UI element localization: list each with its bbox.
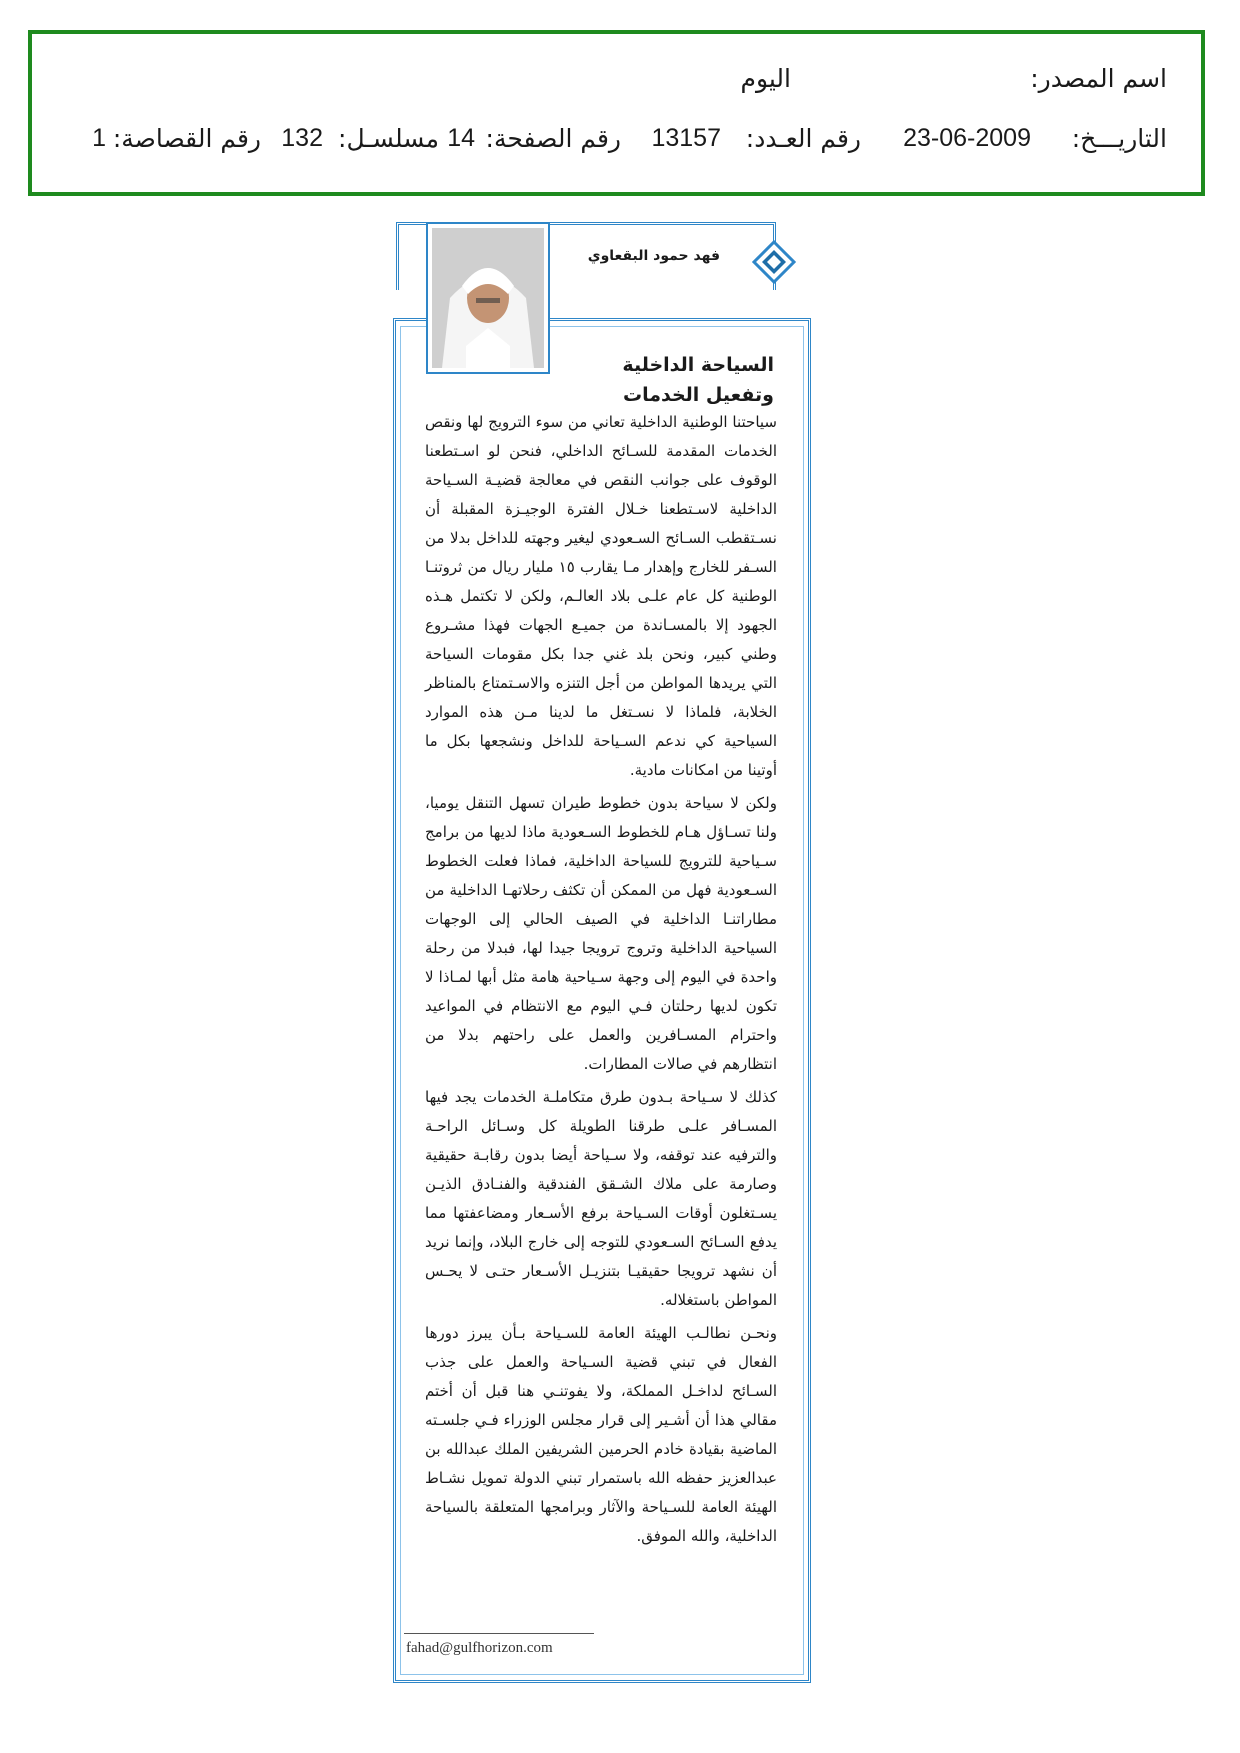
date-label: التاريـــخ:	[1071, 124, 1167, 153]
email-divider	[404, 1633, 594, 1634]
article-title: السياحة الداخلية وتفعيل الخدمات	[622, 354, 774, 406]
clipping-label: رقم القصاصة:	[112, 124, 261, 153]
source-label: اسم المصدر:	[1030, 64, 1167, 93]
issue-label: رقم العـدد:	[745, 124, 861, 153]
source-value: اليوم	[740, 64, 791, 93]
author-photo-icon	[432, 228, 544, 368]
source-row	[32, 64, 1201, 104]
clipping-value: 1	[92, 124, 106, 152]
article-body	[425, 408, 777, 1555]
author-email: fahad@gulfhorizon.com	[406, 1640, 553, 1656]
author-photo	[432, 228, 544, 368]
details-row	[32, 124, 1201, 164]
paragraph: كذلك لا سـياحة بـدون طرق متكاملـة الخدمات يجد فيها المسـافر علـى طرقنا الطويلة كل وسـائل الراحـة والترفيه عند توقفه، ولا سـياحة أيضا بدون رقابـة حقيقية وصارمة على ملاك الشـقق الفندقية والفنـادق الذيـن يسـتغلون أوقات السـياحة برفع الأسـعار ومضاعفتها مما يدفع السـائح السـعودي للتوجه إلى خارج البلاد، وإنما نريد أن نشهد ترويجا حقيقيـا بتنزيـل الأسـعار حتـى لا يحـس المواطن باستغلاله.	[425, 1088, 777, 1309]
serial-label: مسلسـل:	[338, 124, 439, 153]
author-photo-frame	[426, 222, 550, 374]
page-label: رقم الصفحة:	[485, 124, 621, 153]
date-value: 23-06-2009	[903, 124, 1031, 152]
author-name: فهد حمود البقعاوي	[587, 248, 720, 264]
paragraph: ونحـن نطالـب الهيئة العامة للسـياحة بـأن يبرز دورها الفعال في تبني قضية السـياحة والعمل على جذب السـائح لداخـل المملكة، ولا يفوتنـي هنا قبل أن أختم مقالي هذا أن أشـير إلى قرار مجلس الوزراء فـي جلسـته الماضية بقيادة خادم الحرمين الشريفين الملك عبدالله بن عبدالعزيز حفظه الله باستمرار تبني الدولة تمويل نشـاط الهيئة العامة للسـياحة والآثار وبرامجها المتعلقة بالسياحة الداخلية، والله الموفق.	[425, 1324, 777, 1545]
paragraph: سياحتنا الوطنية الداخلية تعاني من سوء الترويج لها ونقص الخدمات المقدمة للسـائح الداخلي، فنحن لو اسـتطعنا الوقوف على جوانب النقص في معالجة قضيـة السـياحة الداخلية لاسـتطعنا خـلال الفترة الوجيـزة المقبلة أن نسـتقطب السـائح السـعودي ليغير وجهته للداخل بدلا من السـفر للخارج وإهدار مـا يقارب ١٥ مليار ريال من ثروتنـا الوطنية كل عام علـى بلاد العالـم، ولكن لا تكتمل هـذه الجهود إلا بالمسـاندة من جميـع الجهات فهذا مشـروع وطني كبير، ونحن بلد غني جدا بكل مقومات السياحة التي يريدها المواطن من أجل التنزه والاسـتمتاع بالمناظر الخلابة، فلماذا لا نسـتغل ما لدينا مـن هذه الموارد السياحية كي ندعم السـياحة للداخل ونشجعها بكل ما أوتينا من امكانات مادية.	[425, 413, 777, 779]
page-value: 14	[447, 124, 475, 152]
source-metadata-box	[28, 30, 1205, 196]
issue-value: 13157	[651, 124, 721, 152]
paragraph: ولكن لا سياحة بدون خطوط طيران تسهل التنقل يوميا، ولنا تسـاؤل هـام للخطوط السـعودية ماذا لديها من برامج سـياحية للترويج للسياحة الداخلية، فماذا فعلت الخطوط السـعودية فهل من الممكن أن تكثف رحلاتهـا الداخلية من مطاراتنـا الداخلية في الصيف الحالي إلى الوجهات السياحية الداخلية وتروج ترويجا جيدا لها، فبدلا من رحلة واحدة في اليوم إلى وجهة سـياحية هامة مثل أبها لمـاذا لا تكون لديها رحلتان فـي اليوم مع الانتظام في المواعيد واحترام المسـافرين والعمل على راحتهم بدلا من انتظارهم في صالات المطارات.	[425, 794, 777, 1073]
serial-value: 132	[281, 124, 323, 152]
diamond-logo-icon	[752, 240, 796, 284]
